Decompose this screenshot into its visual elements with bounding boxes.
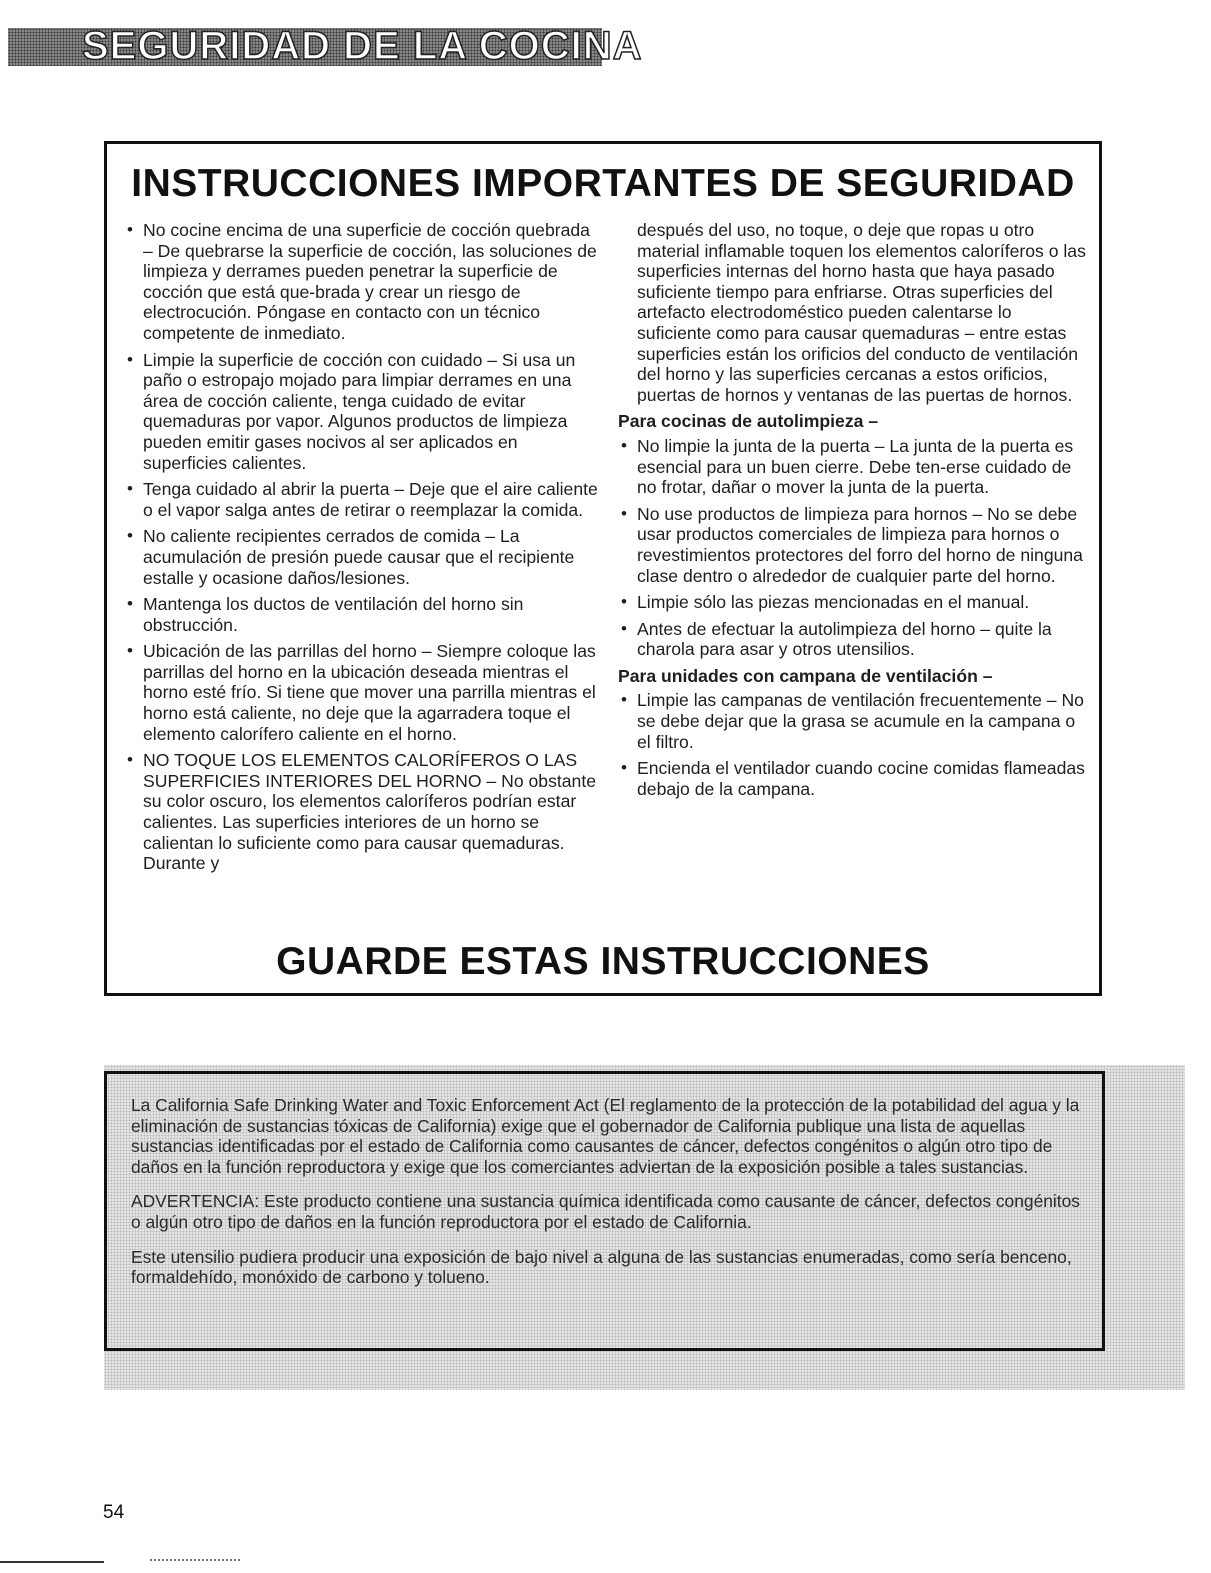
list-item: • Encienda el ventilador cuando cocine comidas flameadas debajo de la campana. — [621, 758, 1085, 799]
list-item: • Mantenga los ductos de ventilación del horno sin obstrucción. — [127, 594, 524, 635]
bullet-icon: • — [621, 592, 627, 612]
bullet-icon: • — [127, 750, 133, 770]
bullet-icon: • — [621, 435, 627, 455]
list-item: • No caliente recipientes cerrados de comida – La acumulación de presión puede causar que el recipiente estalle y ocasione daños/lesiones. — [127, 526, 575, 588]
proposition-notice-box — [104, 1071, 1105, 1351]
bullet-icon: • — [621, 758, 627, 778]
proposition-paragraph: La California Safe Drinking Water and Toxic Enforcement Act (El reglamento de la protección de la potabilidad del agua y la eliminación de sustancias tóxicas de California) exige que el gobernador de California publique una lista de aquellas sustancias identificadas por el estado de California como causantes de cáncer, defectos congénitos o algún otro tipo de daños en la función reproductora y exige que los comerciantes adviertan de la exposición posible a tales sustancias. — [131, 1095, 1080, 1177]
bullet-icon: • — [621, 690, 627, 710]
hood-list — [618, 690, 1088, 799]
right-column — [618, 220, 1088, 805]
self-clean-list — [618, 436, 1088, 660]
list-item: • No use productos de limpieza para hornos – No se debe usar productos comerciales de limpieza para hornos o revestimientos protectores del forro del horno de ninguna clase dentro o alrededor de cualquier parte del horno. — [621, 503, 1083, 586]
list-item: • NO TOQUE LOS ELEMENTOS CALORÍFEROS O LAS SUPERFICIES INTERIORES DEL HORNO – No obstante su color oscuro, los elementos caloríferos podrían estar calientes. Las superficies interiores de un horno se calientan lo suficiente como para causar quemaduras. Durante y — [127, 750, 597, 874]
list-item: • Limpie las campanas de ventilación frecuentemente – No se debe dejar que la grasa se acumule en la campana o el filtro. — [621, 690, 1084, 752]
continuation-paragraph: después del uso, no toque, o deje que ropas u otro material inflamable toquen los elementos caloríferos o las superficies internas del horno hasta que haya pasado suficiente tiempo para enfriarse. Otras superficies del artefacto electrodoméstico pueden calentarse lo suficiente como para causar quemaduras – entre estas superficies están los orificios del conducto de ventilación del horno y las superficies cercanas a estos orificios, puertas de hornos y ventanas de las puertas de hornos. — [637, 220, 1086, 405]
bottom-dotted-rule — [150, 1559, 240, 1569]
safety-title: INSTRUCCIONES IMPORTANTES DE SEGURIDAD — [131, 162, 1075, 205]
bullet-icon: • — [127, 594, 133, 614]
proposition-text — [131, 1095, 1081, 1302]
bullet-icon: • — [127, 526, 133, 546]
section-title: SEGURIDAD DE LA COCINA — [82, 24, 643, 68]
warning-paragraph: ADVERTENCIA: Este producto contiene una sustancia química identificada como causante de cáncer, defectos congénitos o algún otro tipo de daños en la función reproductora por el estado de California. — [131, 1191, 1080, 1232]
list-item: • Antes de efectuar la autolimpieza del horno – quite la charola para asar y otros utensilios. — [621, 618, 1052, 660]
hood-heading: Para unidades con campana de ventilación – — [618, 665, 993, 686]
page-number: 54 — [103, 1502, 125, 1523]
bullet-icon: • — [621, 618, 627, 638]
list-item: • No cocine encima de una superficie de cocción quebrada – De quebrarse la superficie de cocción, las soluciones de limpieza y derrames pueden penetrar la superficie de cocción que está que-brada y crear un riesgo de electrocución. Póngase en contacto con un técnico competente de inmediato. — [127, 220, 597, 343]
save-instructions-title: GUARDE ESTAS INSTRUCCIONES — [276, 940, 930, 983]
list-item: • Ubicación de las parrillas del horno – Siempre coloque las parrillas del horno en la ubicación deseada mientras el horno esté frío. Si tiene que mover una parrilla mientras el horno está caliente, no deje que la agarradera toque el elemento calorífero caliente en el horno. — [127, 641, 596, 744]
self-clean-heading: Para cocinas de autolimpieza – — [618, 411, 879, 432]
bullet-icon: • — [127, 220, 133, 239]
bottom-rule — [0, 1561, 104, 1563]
list-item: • No limpie la junta de la puerta – La junta de la puerta es esencial para un buen cierre. Debe ten-erse cuidado de no frotar, dañar o mover la junta de la puerta. — [621, 435, 1074, 498]
list-item: • Limpie sólo las piezas mencionadas en el manual. — [621, 592, 1030, 613]
bullet-icon: • — [621, 503, 627, 523]
exposure-paragraph: Este utensilio pudiera producir una exposición de bajo nivel a alguna de las sustancias enumeradas, como sería benceno, formaldehído, monóxido de carbono y tolueno. — [131, 1246, 1072, 1288]
bullet-icon: • — [127, 479, 133, 499]
bullet-icon: • — [127, 641, 133, 661]
safety-instructions-box — [104, 141, 1102, 996]
left-bullet-list — [124, 220, 600, 874]
left-column — [124, 220, 600, 880]
list-item: • Limpie la superficie de cocción con cuidado – Si usa un paño o estropajo mojado para limpiar derrames en una área de cocción caliente, tenga cuidado de evitar quemaduras por vapor. Algunos productos de limpieza pueden emitir gases nocivos al ser aplicados en superficies calientes. — [127, 349, 576, 473]
list-item: • Tenga cuidado al abrir la puerta – Deje que el aire caliente o el vapor salga antes de retirar o reemplazar la comida. — [127, 479, 598, 520]
bullet-icon: • — [127, 349, 133, 369]
